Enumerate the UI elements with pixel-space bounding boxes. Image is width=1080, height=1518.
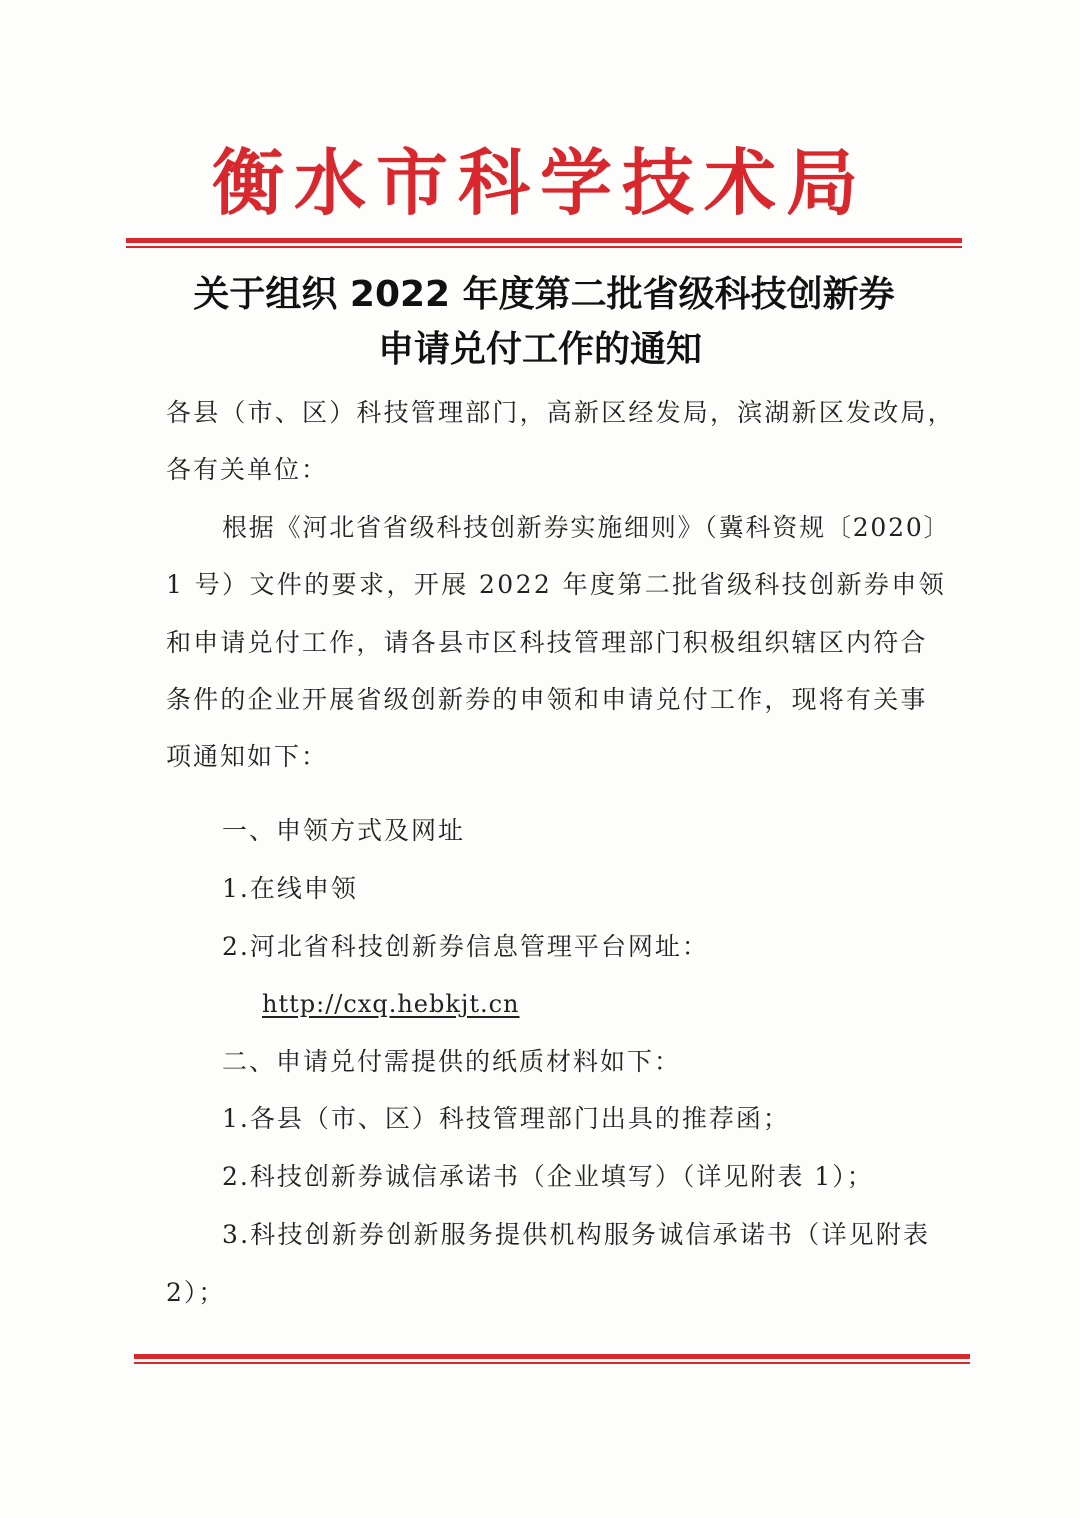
- paragraph-1-line-4: 条件的企业开展省级创新券的申领和申请兑付工作，现将有关事: [166, 685, 928, 714]
- section-2-item-3-line-1: 3.科技创新券创新服务提供机构服务诚信承诺书（详见附表: [222, 1220, 931, 1249]
- footer-divider: [134, 1354, 970, 1364]
- section-2-item-1: 1.各县（市、区）科技管理部门出具的推荐函；: [222, 1104, 790, 1133]
- paragraph-1-line-1: 根据《河北省省级科技创新券实施细则》（冀科资规〔2020〕: [222, 513, 951, 542]
- section-2-item-2: 2.科技创新券诚信承诺书（企业填写）（详见附表 1）；: [222, 1162, 874, 1191]
- addressee-line-2: 各有关单位：: [166, 455, 329, 484]
- platform-url-link[interactable]: http://cxq.hebkjt.cn: [262, 990, 520, 1018]
- addressee-line-1: 各县（市、区）科技管理部门，高新区经发局，滨湖新区发改局，: [166, 398, 955, 427]
- notice-title-line-1: 关于组织 2022 年度第二批省级科技创新券: [193, 274, 895, 315]
- section-1-item-1: 1.在线申领: [222, 874, 358, 903]
- letterhead-divider-top: [126, 238, 962, 248]
- paragraph-1-line-5: 项通知如下：: [166, 742, 329, 771]
- letterhead-agency-name: 衡水市科学技术局: [211, 140, 868, 225]
- paragraph-1-line-3: 和申请兑付工作，请各县市区科技管理部门积极组织辖区内符合: [166, 628, 928, 657]
- section-1-item-2: 2.河北省科技创新券信息管理平台网址：: [222, 932, 709, 961]
- section-1-heading: 一、申领方式及网址: [222, 816, 466, 845]
- paragraph-1-line-2: 1 号）文件的要求，开展 2022 年度第二批省级科技创新券申领: [166, 570, 947, 599]
- section-2-item-3-line-2: 2）；: [166, 1278, 226, 1307]
- notice-title-line-2: 申请兑付工作的通知: [377, 329, 702, 370]
- section-2-heading: 二、申请兑付需提供的纸质材料如下：: [222, 1047, 682, 1076]
